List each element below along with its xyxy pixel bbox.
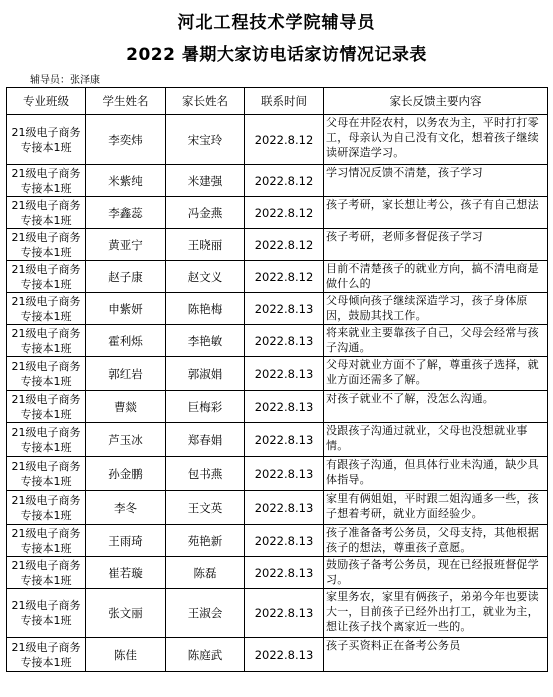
document-subtitle: 2022 暑期大家访电话家访情况记录表: [126, 45, 427, 65]
parent-cell: 郑春娟: [166, 423, 245, 457]
student-cell: 陈佳: [86, 638, 166, 672]
feedback-cell: 目前不清楚孩子的就业方向，搞不清电商是做什么的: [324, 261, 548, 293]
date-cell: 2022.8.12: [245, 165, 324, 197]
student-cell: 王雨琦: [86, 525, 166, 557]
parent-cell: 陈磊: [166, 557, 245, 589]
date-cell: 2022.8.13: [245, 525, 324, 557]
table-row: [7, 391, 548, 423]
parent-cell: 赵文义: [166, 261, 245, 293]
parent-cell: 郭淑娟: [166, 357, 245, 391]
table-row: [7, 357, 548, 391]
date-cell: 2022.8.13: [245, 423, 324, 457]
feedback-cell: 孩子买资料正在备考公务员: [324, 638, 548, 672]
header-student: 学生姓名: [86, 88, 166, 115]
student-cell: 芦玉冰: [86, 423, 166, 457]
date-cell: 2022.8.13: [245, 293, 324, 325]
feedback-cell: 家里务农，家里有俩孩子，弟弟今年也要读大一，目前孩子已经外出打工，就业为主，想让孩子找个离家近一些的。: [324, 589, 548, 638]
student-cell: 霍利烁: [86, 325, 166, 357]
visit-record-table: [6, 87, 548, 672]
parent-cell: 李艳敏: [166, 325, 245, 357]
table-row: [7, 491, 548, 525]
feedback-cell: 没跟孩子沟通过就业，父母也没想就业事情。: [324, 423, 548, 457]
date-cell: 2022.8.13: [245, 557, 324, 589]
parent-cell: 米建强: [166, 165, 245, 197]
feedback-cell: 孩子考研，老师多督促孩子学习: [324, 229, 548, 261]
parent-cell: 包书燕: [166, 457, 245, 491]
feedback-cell: 鼓励孩子备考公务员，现在已经报班督促学习。: [324, 557, 548, 589]
table-row: [7, 115, 548, 165]
parent-cell: 王淑会: [166, 589, 245, 638]
class-cell: 21级电子商务专接本1班: [7, 115, 86, 165]
class-cell: 21级电子商务专接本1班: [7, 165, 86, 197]
parent-cell: 王文英: [166, 491, 245, 525]
class-cell: 21级电子商务专接本1班: [7, 357, 86, 391]
parent-cell: 冯金燕: [166, 197, 245, 229]
feedback-cell: 对孩子就业不了解，没怎么沟通。: [324, 391, 548, 423]
feedback-cell: 父母倾向孩子继续深造学习，孩子身体原因，鼓励其找工作。: [324, 293, 548, 325]
feedback-cell: 父母对就业方面不了解，尊重孩子选择，就业方面还需多了解。: [324, 357, 548, 391]
table-row: [7, 229, 548, 261]
class-cell: 21级电子商务专接本1班: [7, 457, 86, 491]
student-cell: 赵子康: [86, 261, 166, 293]
date-cell: 2022.8.13: [245, 589, 324, 638]
table-row: [7, 197, 548, 229]
table-row: [7, 325, 548, 357]
date-cell: 2022.8.12: [245, 115, 324, 165]
parent-cell: 陈庭武: [166, 638, 245, 672]
class-cell: 21级电子商务专接本1班: [7, 391, 86, 423]
table-row: [7, 261, 548, 293]
table-row: [7, 165, 548, 197]
table-row: [7, 638, 548, 672]
feedback-cell: 孩子准备备考公务员，父母支持，其他根据孩子的想法，尊重孩子意愿。: [324, 525, 548, 557]
parent-cell: 巨梅彩: [166, 391, 245, 423]
student-cell: 孙金鹏: [86, 457, 166, 491]
parent-cell: 陈艳梅: [166, 293, 245, 325]
parent-cell: 王晓丽: [166, 229, 245, 261]
table-row: [7, 457, 548, 491]
date-cell: 2022.8.13: [245, 491, 324, 525]
feedback-cell: 父母在井陉农村，以务农为主，平时打打零工，母亲认为自己没有文化，想着孩子继续读研深造学习。: [324, 115, 548, 165]
student-cell: 崔若璇: [86, 557, 166, 589]
student-cell: 米紫纯: [86, 165, 166, 197]
header-date: 联系时间: [245, 88, 324, 115]
date-cell: 2022.8.13: [245, 391, 324, 423]
feedback-cell: 家里有俩姐姐，平时跟二姐沟通多一些，孩子想着考研，就业方面经验少。: [324, 491, 548, 525]
class-cell: 21级电子商务专接本1班: [7, 423, 86, 457]
student-cell: 曹燚: [86, 391, 166, 423]
feedback-cell: 学习情况反馈不清楚，孩子学习: [324, 165, 548, 197]
class-cell: 21级电子商务专接本1班: [7, 293, 86, 325]
class-cell: 21级电子商务专接本1班: [7, 589, 86, 638]
class-cell: 21级电子商务专接本1班: [7, 557, 86, 589]
student-cell: 申紫妍: [86, 293, 166, 325]
header-parent: 家长姓名: [166, 88, 245, 115]
class-cell: 21级电子商务专接本1班: [7, 638, 86, 672]
document-title: 河北工程技术学院辅导员: [177, 13, 376, 33]
class-cell: 21级电子商务专接本1班: [7, 525, 86, 557]
table-row: [7, 293, 548, 325]
date-cell: 2022.8.12: [245, 197, 324, 229]
student-cell: 李鑫蕊: [86, 197, 166, 229]
parent-cell: 苑艳新: [166, 525, 245, 557]
class-cell: 21级电子商务专接本1班: [7, 261, 86, 293]
date-cell: 2022.8.13: [245, 357, 324, 391]
table-row: [7, 589, 548, 638]
class-cell: 21级电子商务专接本1班: [7, 197, 86, 229]
feedback-cell: 有跟孩子沟通，但具体行业未沟通，缺少具体指导。: [324, 457, 548, 491]
parent-cell: 宋宝玲: [166, 115, 245, 165]
table-header-row: [7, 88, 548, 115]
table-row: [7, 557, 548, 589]
student-cell: 张文丽: [86, 589, 166, 638]
feedback-cell: 将来就业主要靠孩子自己，父母会经常与孩子沟通。: [324, 325, 548, 357]
student-cell: 黄亚宁: [86, 229, 166, 261]
header-class: 专业班级: [7, 88, 86, 115]
counselor-label: 辅导员：张泽康: [30, 75, 100, 86]
student-cell: 李奕炜: [86, 115, 166, 165]
class-cell: 21级电子商务专接本1班: [7, 325, 86, 357]
student-cell: 李冬: [86, 491, 166, 525]
class-cell: 21级电子商务专接本1班: [7, 491, 86, 525]
date-cell: 2022.8.13: [245, 325, 324, 357]
date-cell: 2022.8.12: [245, 229, 324, 261]
date-cell: 2022.8.13: [245, 457, 324, 491]
class-cell: 21级电子商务专接本1班: [7, 229, 86, 261]
feedback-cell: 孩子考研，家长想让考公，孩子有自己想法: [324, 197, 548, 229]
student-cell: 郭红岩: [86, 357, 166, 391]
header-feedback: 家长反馈主要内容: [324, 88, 548, 115]
table-row: [7, 525, 548, 557]
date-cell: 2022.8.13: [245, 638, 324, 672]
date-cell: 2022.8.12: [245, 261, 324, 293]
table-row: [7, 423, 548, 457]
